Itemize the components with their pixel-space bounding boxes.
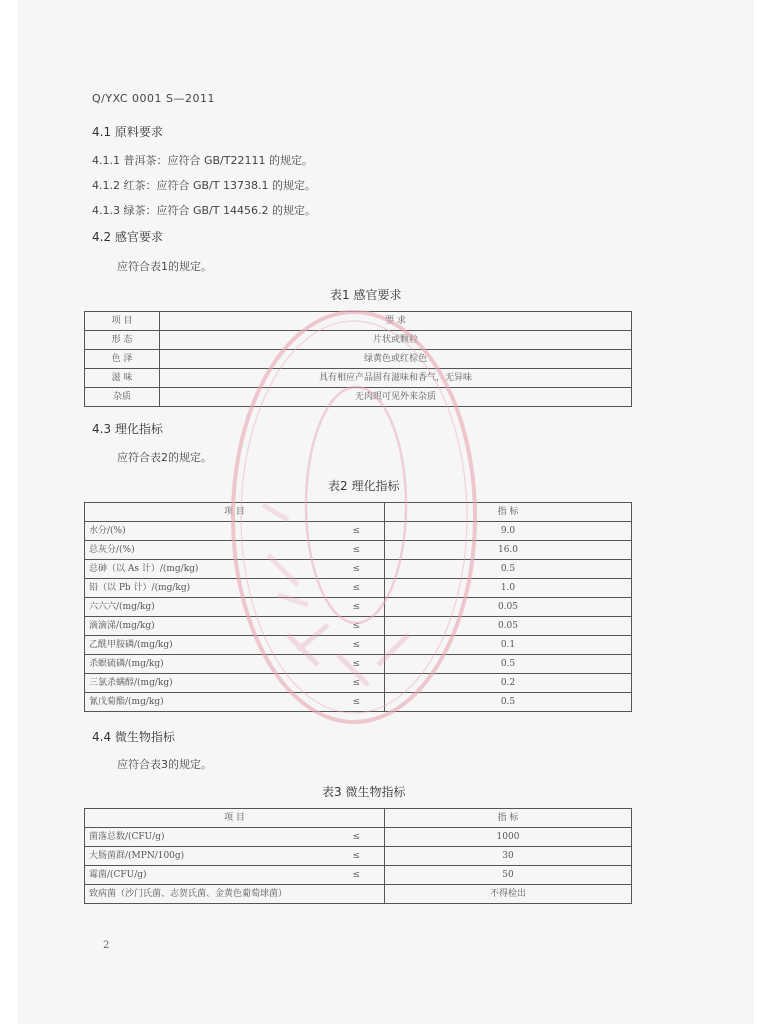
header-cell: 项 目 [85,503,385,522]
le-symbol: ≤ [352,601,360,612]
clause-4-1-3: 4.1.3 绿茶：应符合 GB/T 14456.2 的规定。 [92,204,316,217]
microbiological-table [84,808,632,904]
item-cell: 滋 味 [85,369,160,388]
page-number: 2 [103,940,110,951]
section-4-1-title: 4.1 原料要求 [92,125,163,139]
value-cell: 0.5 [385,655,632,674]
item-label: 致病菌（沙门氏菌、志贺氏菌、金黄色葡萄球菌） [89,888,288,899]
item-label: 乙酰甲胺磷/(mg/kg) [89,639,173,650]
table-row [85,866,632,885]
table-1-caption: 表1 感官要求 [330,288,402,302]
le-symbol: ≤ [352,831,360,842]
table-row [85,693,632,712]
le-symbol: ≤ [352,639,360,650]
value-cell: 0.2 [385,674,632,693]
item-label: 水分/(%) [89,525,126,536]
table-row [85,847,632,866]
table-row [85,560,632,579]
le-symbol: ≤ [352,696,360,707]
table-row [85,331,632,350]
value-cell: 0.5 [385,560,632,579]
table-row [85,598,632,617]
value-cell: 50 [385,866,632,885]
item-cell: 色 泽 [85,350,160,369]
item-cell [85,617,385,636]
value-cell: 1.0 [385,579,632,598]
table-row [85,885,632,904]
item-cell [85,636,385,655]
table-2-caption: 表2 理化指标 [328,479,400,493]
table-row [85,388,632,407]
value-cell: 30 [385,847,632,866]
value-cell: 0.5 [385,693,632,712]
header-cell: 指 标 [385,809,632,828]
value-cell: 0.05 [385,617,632,636]
table-row [85,617,632,636]
item-label: 总砷（以 As 计）/(mg/kg) [89,563,199,574]
table-row [85,541,632,560]
item-cell [85,866,385,885]
table-row [85,636,632,655]
item-cell: 杂质 [85,388,160,407]
table-row [85,655,632,674]
item-label: 大肠菌群/(MPN/100g) [89,850,185,861]
le-symbol: ≤ [352,869,360,880]
table-header-row [85,809,632,828]
requirement-cell: 无肉眼可见外来杂质 [160,388,632,407]
value-cell: 0.05 [385,598,632,617]
value-cell: 9.0 [385,522,632,541]
value-cell: 16.0 [385,541,632,560]
table-3-caption: 表3 微生物指标 [322,785,406,799]
item-cell [85,560,385,579]
item-cell: 形 态 [85,331,160,350]
item-cell [85,828,385,847]
item-label: 铅（以 Pb 计）/(mg/kg) [89,582,191,593]
value-cell: 0.1 [385,636,632,655]
item-label: 总灰分/(%) [89,544,135,555]
item-cell [85,674,385,693]
section-4-4-text: 应符合表3的规定。 [117,758,212,771]
item-label: 六六六/(mg/kg) [89,601,155,612]
le-symbol: ≤ [352,620,360,631]
header-cell: 指 标 [385,503,632,522]
header-cell: 要 求 [160,312,632,331]
item-label: 杀螟硫磷/(mg/kg) [89,658,164,669]
section-4-4-title: 4.4 微生物指标 [92,730,175,744]
section-4-3-title: 4.3 理化指标 [92,422,163,436]
table-row [85,674,632,693]
le-symbol: ≤ [352,525,360,536]
table-row [85,522,632,541]
item-label: 霉菌/(CFU/g) [89,869,147,880]
requirement-cell: 具有相应产品固有滋味和香气，无异味 [160,369,632,388]
value-cell: 1000 [385,828,632,847]
table-row [85,579,632,598]
item-cell [85,693,385,712]
table-header-row [85,312,632,331]
header-cell: 项 目 [85,312,160,331]
physicochemical-table [84,502,632,712]
section-4-2-text: 应符合表1的规定。 [117,260,212,273]
table-row [85,369,632,388]
item-cell [85,847,385,866]
le-symbol: ≤ [352,850,360,861]
section-4-2-title: 4.2 感官要求 [92,230,163,244]
clause-4-1-2: 4.1.2 红茶：应符合 GB/T 13738.1 的规定。 [92,179,316,192]
value-cell: 不得检出 [385,885,632,904]
clause-4-1-1: 4.1.1 普洱茶：应符合 GB/T22111 的规定。 [92,154,313,167]
item-cell [85,655,385,674]
item-cell [85,541,385,560]
document-code: Q/YXC 0001 S—2011 [92,92,215,105]
table-header-row [85,503,632,522]
section-4-3-text: 应符合表2的规定。 [117,451,212,464]
requirement-cell: 片状或颗粒 [160,331,632,350]
item-cell [85,885,385,904]
item-label: 菌落总数/(CFU/g) [89,831,165,842]
item-label: 滴滴涕/(mg/kg) [89,620,155,631]
requirement-cell: 绿黄色或红棕色 [160,350,632,369]
item-label: 三氯杀螨醇/(mg/kg) [89,677,173,688]
le-symbol: ≤ [352,544,360,555]
table-row [85,350,632,369]
item-cell [85,579,385,598]
header-cell: 项 目 [85,809,385,828]
item-label: 氰戊菊酯/(mg/kg) [89,696,164,707]
le-symbol: ≤ [352,582,360,593]
sensory-requirements-table [84,311,632,407]
table-row [85,828,632,847]
le-symbol: ≤ [352,563,360,574]
item-cell [85,522,385,541]
item-cell [85,598,385,617]
le-symbol: ≤ [352,658,360,669]
le-symbol: ≤ [352,677,360,688]
